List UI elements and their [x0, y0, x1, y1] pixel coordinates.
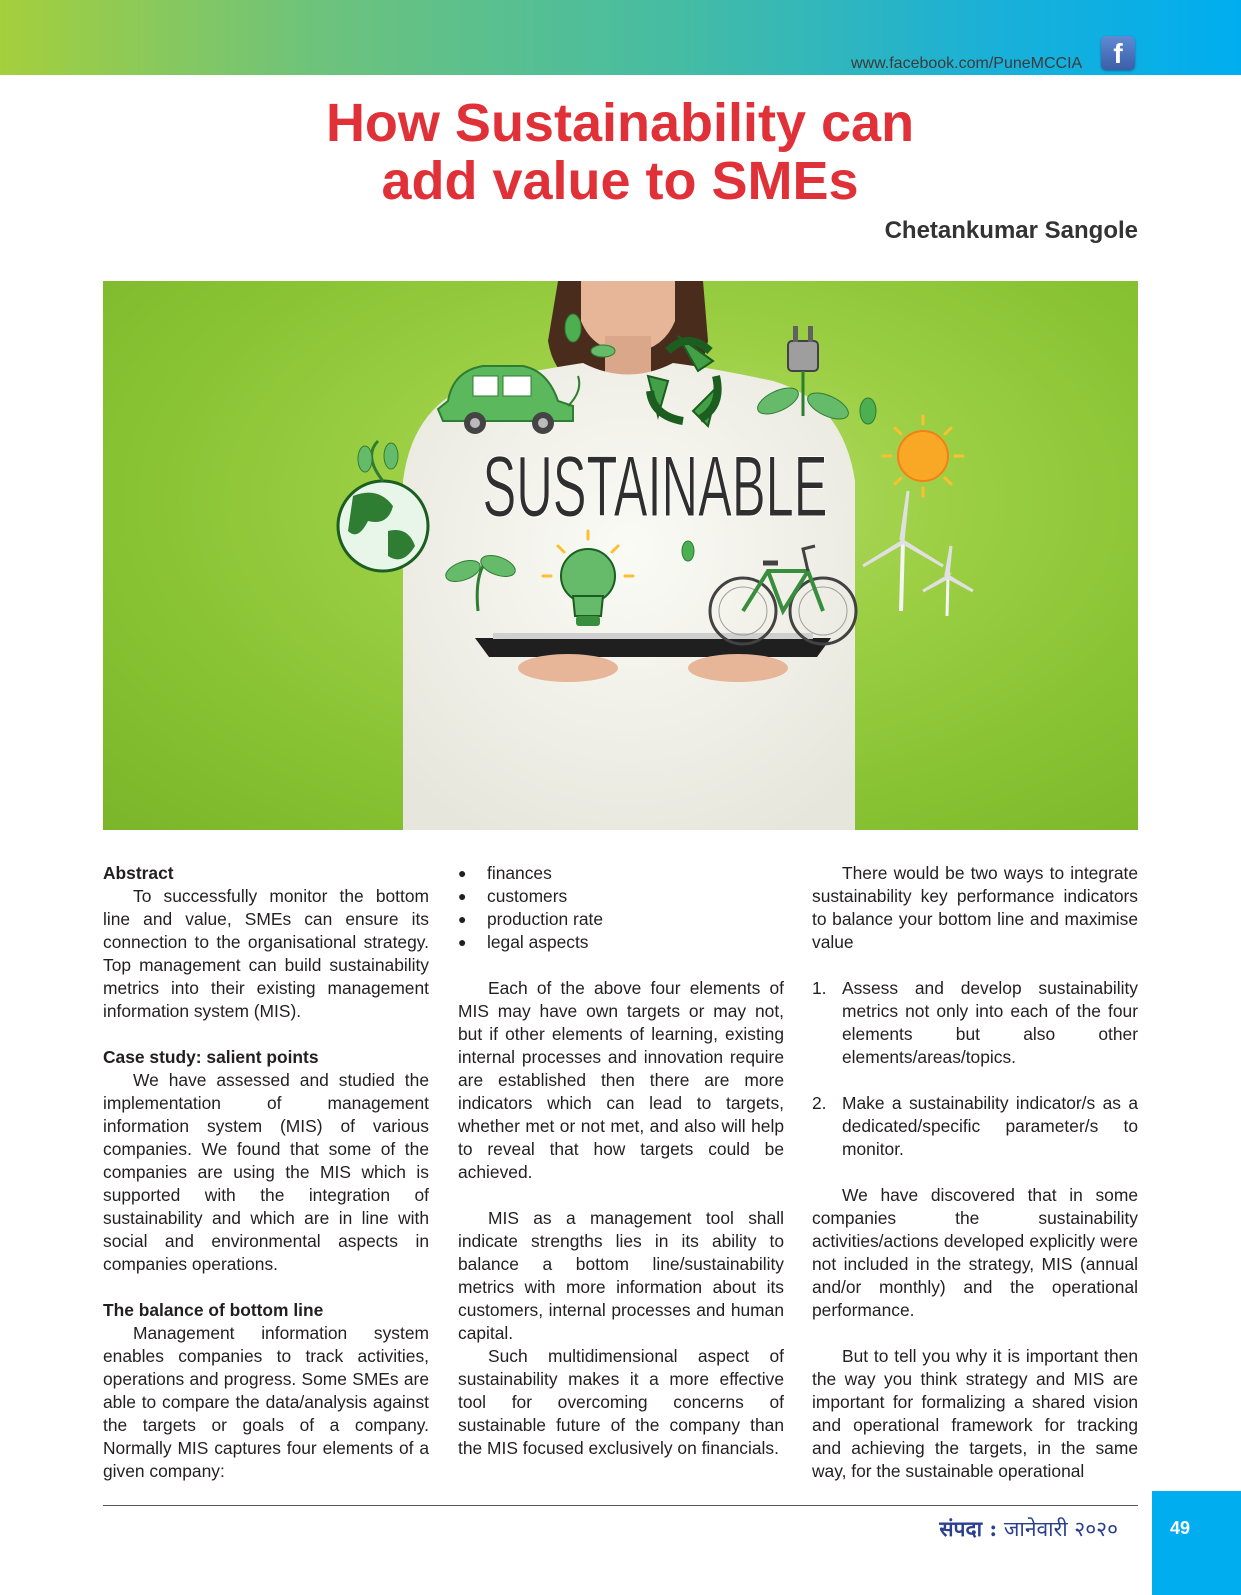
list-number: 1.: [812, 978, 827, 998]
list-item-text: Make a sustainability indicator/s as a dedicated/specific parameter/s to monitor.: [842, 1093, 1138, 1159]
paragraph: We have discovered that in some companies the sustainability activities/actions developed explicitly were not included in the strategy, MIS (annual and/or monthly) and the operational performance.: [812, 1185, 1138, 1320]
list-item: ● production rate: [458, 908, 784, 931]
facebook-link[interactable]: www.facebook.com/PuneMCCIA: [851, 55, 1083, 72]
balance-heading: The balance of bottom line: [103, 1300, 324, 1320]
abstract-paragraph: To successfully monitor the bottom line and value, SMEs can ensure its connection to the organisational strategy. Top management can build sustainability metrics into their existing management information system (MIS).: [103, 886, 429, 1021]
issue-date: जानेवारी २०२०: [1003, 1517, 1118, 1541]
facebook-icon[interactable]: f: [1101, 36, 1135, 70]
list-item: ● finances: [458, 862, 784, 885]
hero-image: [103, 281, 1138, 830]
list-item: [812, 977, 1138, 1069]
balance-paragraph: Management information system enables companies to track activities, operations and progress. Some SMEs are able to compare the data/analysis against the targets or goals of a company. Normally MIS captures four elements of a given company:: [103, 1323, 429, 1481]
magazine-name: संपदा :: [939, 1516, 998, 1541]
magazine-footer: [939, 1515, 1118, 1543]
wind-turbine-icon: [863, 491, 973, 616]
right-hand: [688, 654, 788, 682]
paragraph: There would be two ways to integrate sustainability key performance indicators to balance your bottom line and maximise value: [812, 863, 1138, 952]
mis-elements-list: [458, 862, 784, 954]
paragraph: MIS as a management tool shall indicate strengths lies in its ability to balance a bottom line/sustainability metrics with more information about its customers, internal processes and human capital.: [458, 1208, 784, 1343]
leaf-icon: [860, 398, 876, 424]
page-number-box: [1152, 1491, 1241, 1595]
case-study-heading: Case study: salient points: [103, 1047, 319, 1067]
abstract-heading: Abstract: [103, 863, 174, 883]
hero-illustration: [103, 281, 1138, 830]
leaf-icon: [565, 314, 581, 342]
column-1: [103, 862, 429, 1483]
list-item: ● legal aspects: [458, 931, 784, 954]
paragraph: Each of the above four elements of MIS may have own targets or may not, but if other elements of learning, existing internal processes and innovation require are established then there are more indicators which can lead to targets, whether met or not met, and also will help to reveal that how targets could be achieved.: [458, 978, 784, 1182]
column-3: [812, 862, 1138, 1483]
title-line-2: add value to SMEs: [381, 151, 859, 211]
column-2: [458, 862, 784, 1460]
list-item-text: Assess and develop sustainability metrics not only into each of the four elements but also other elements/areas/topics.: [842, 978, 1138, 1067]
left-hand: [518, 654, 618, 682]
list-number: 2.: [812, 1093, 827, 1113]
paragraph: Such multidimensional aspect of sustainability makes it a more effective tool for overcoming concerns of sustainable future of the company than the MIS focused exclusively on financials.: [458, 1346, 784, 1458]
plug-icon: [754, 326, 852, 424]
leaf-icon: [591, 345, 615, 357]
list-item: [812, 1092, 1138, 1161]
list-item: ● customers: [458, 885, 784, 908]
sustainable-word: SUSTAINABLE: [482, 439, 828, 535]
numbered-list: [812, 977, 1138, 1161]
title-line-1: How Sustainability can: [325, 93, 915, 153]
sun-icon: [883, 416, 963, 496]
paragraph: But to tell you why it is important then the way you think strategy and MIS are important for formalizing a shared vision and operational framework for tracking and achieving the targets, in the same way, for the sustainable operational: [812, 1346, 1138, 1481]
author-name: Chetankumar Sangole: [884, 217, 1138, 244]
footer-divider: [103, 1505, 1138, 1506]
case-study-paragraph: We have assessed and studied the implementation of management information system (MIS) of various companies. We found that some of the companies are using the MIS which is supported with the integration of sustainability and which are in line with social and environmental aspects in companies operations.: [103, 1070, 429, 1274]
page-number: 49: [1169, 1518, 1191, 1538]
leaf-icon: [682, 541, 694, 561]
tablet-icon: [475, 638, 831, 657]
article-title: [240, 94, 1000, 210]
